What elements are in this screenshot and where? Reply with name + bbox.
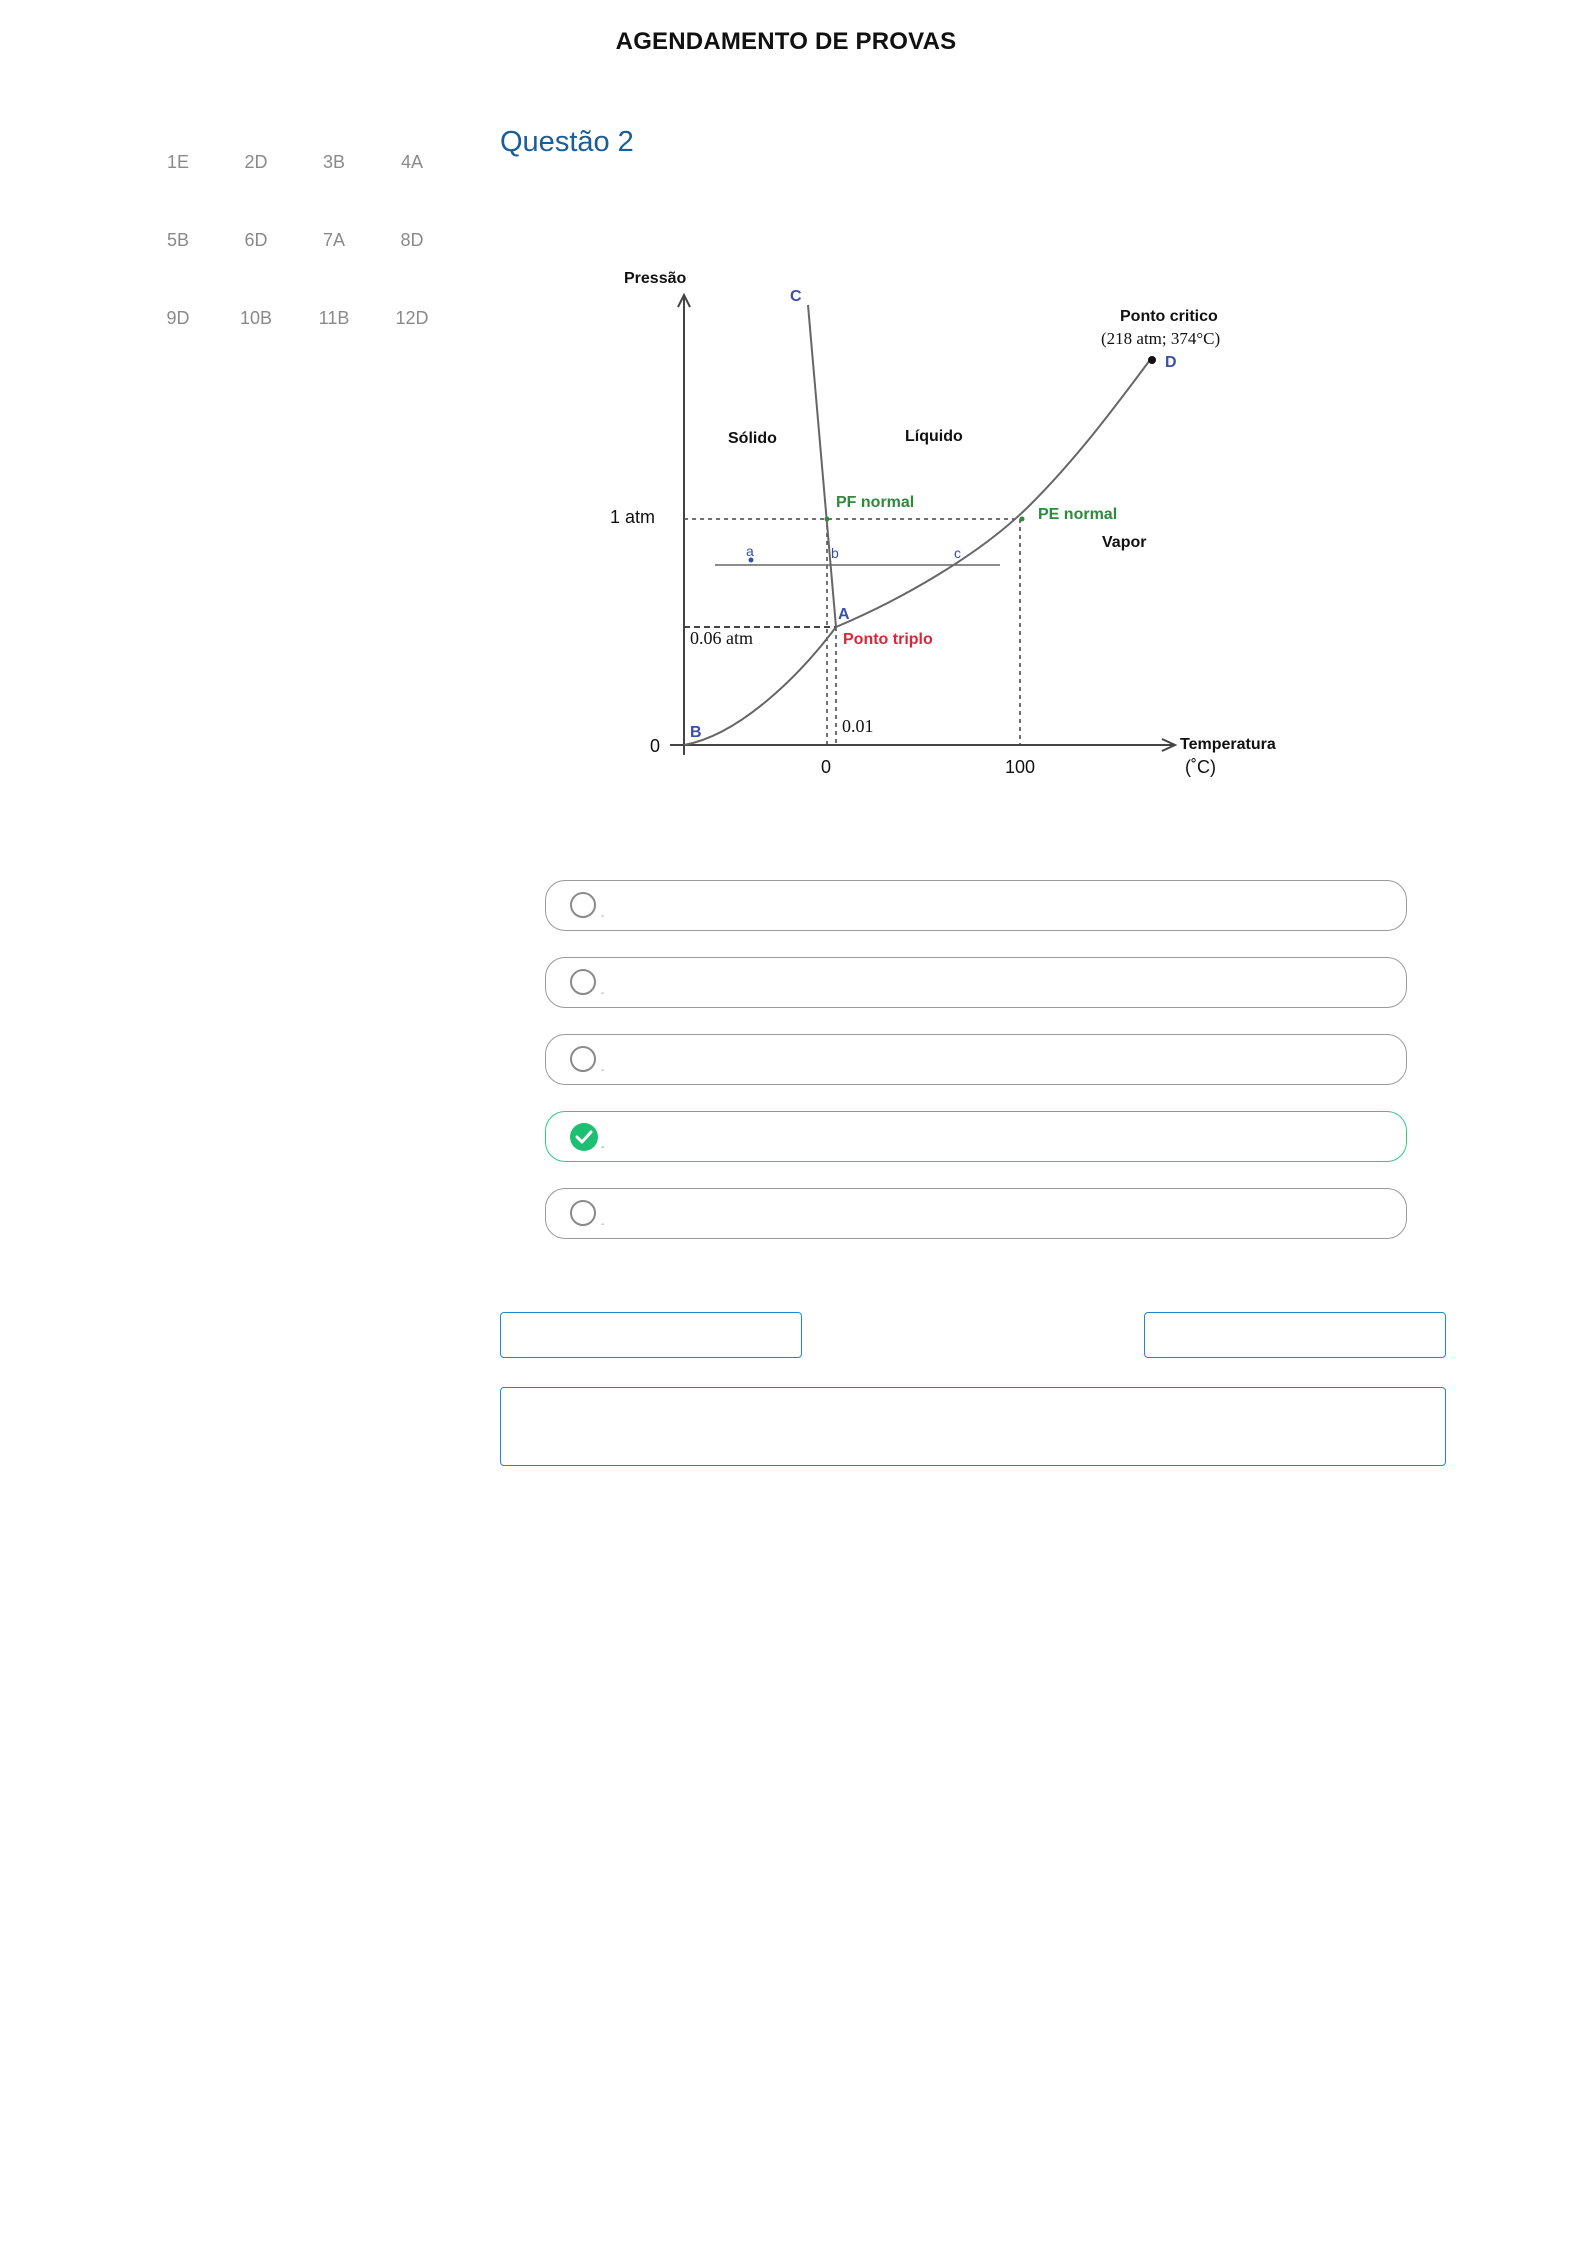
nav-question-2[interactable]: 2D [244, 152, 268, 172]
nav-question-11[interactable]: 11B [318, 308, 350, 328]
nav-question-10[interactable]: 10B [239, 308, 273, 328]
pe-marker [1020, 517, 1025, 522]
answer-option-2[interactable] [545, 957, 1407, 1008]
x-axis-label: Temperatura [1180, 736, 1276, 753]
nav-question-12[interactable]: 12D [395, 308, 429, 328]
option-text [624, 892, 1366, 914]
point-a-label: A [838, 606, 850, 623]
nav-question-8[interactable]: 8D [400, 230, 424, 250]
answer-option-1[interactable] [545, 880, 1407, 931]
x-100-label: 100 [1005, 757, 1036, 777]
pf-marker [825, 517, 830, 522]
page-title: AGENDAMENTO DE PROVAS [615, 28, 957, 55]
finish-button[interactable] [500, 1387, 1446, 1466]
critical-point-marker [1148, 356, 1156, 364]
x-001-label: 0.01 [842, 716, 874, 736]
x-zero-label: 0 [821, 757, 832, 777]
triple-point-label: Ponto triplo [843, 631, 933, 648]
point-c-label: C [790, 288, 802, 305]
nav-question-9[interactable]: 9D [166, 308, 190, 328]
y-1atm-label: 1 atm [610, 507, 656, 527]
answer-option-5[interactable] [545, 1188, 1407, 1239]
option-marker: - [601, 911, 605, 922]
option-marker: - [601, 1219, 605, 1230]
option-marker: - [601, 1142, 605, 1153]
point-b-small-label: b [831, 545, 839, 561]
region-vapor-label: Vapor [1102, 534, 1147, 551]
point-a-small-label: a [746, 543, 754, 559]
x-axis-unit: (˚C) [1185, 757, 1216, 777]
answer-option-4[interactable] [545, 1111, 1407, 1162]
option-marker: - [601, 988, 605, 999]
nav-question-7[interactable]: 7A [322, 230, 346, 250]
nav-question-4[interactable]: 4A [400, 152, 424, 172]
radio-icon[interactable] [570, 1200, 596, 1226]
nav-question-3[interactable]: 3B [322, 152, 346, 172]
y-axis-label: Pressão [624, 270, 687, 287]
nav-question-1[interactable]: 1E [166, 152, 190, 172]
curve-fusion [808, 305, 836, 627]
option-text [624, 969, 1366, 991]
point-c-small-label: c [954, 545, 961, 561]
radio-icon[interactable] [570, 1046, 596, 1072]
check-circle-icon[interactable] [570, 1123, 598, 1151]
option-text [624, 1046, 1366, 1068]
radio-icon[interactable] [570, 969, 596, 995]
nav-question-5[interactable]: 5B [166, 230, 190, 250]
next-button[interactable] [1144, 1312, 1446, 1358]
option-text [624, 1123, 1366, 1145]
option-text [624, 1200, 1366, 1222]
point-b-label: B [690, 724, 702, 741]
y-zero-label: 0 [650, 736, 661, 756]
region-liquid-label: Líquido [905, 428, 963, 445]
phase-diagram [600, 255, 1300, 795]
question-title: Questão 2 [500, 126, 634, 158]
critical-point-value: (218 atm; 374°C) [1101, 329, 1221, 348]
point-d-label: D [1165, 354, 1177, 371]
previous-button[interactable] [500, 1312, 802, 1358]
region-solid-label: Sólido [728, 430, 777, 447]
radio-icon[interactable] [570, 892, 596, 918]
pe-normal-label: PE normal [1038, 506, 1118, 523]
critical-point-label: Ponto critico [1120, 308, 1218, 325]
answer-option-3[interactable] [545, 1034, 1407, 1085]
pf-normal-label: PF normal [836, 494, 915, 511]
y-006atm-label: 0.06 atm [690, 628, 753, 648]
nav-question-6[interactable]: 6D [244, 230, 268, 250]
option-marker: - [601, 1065, 605, 1076]
